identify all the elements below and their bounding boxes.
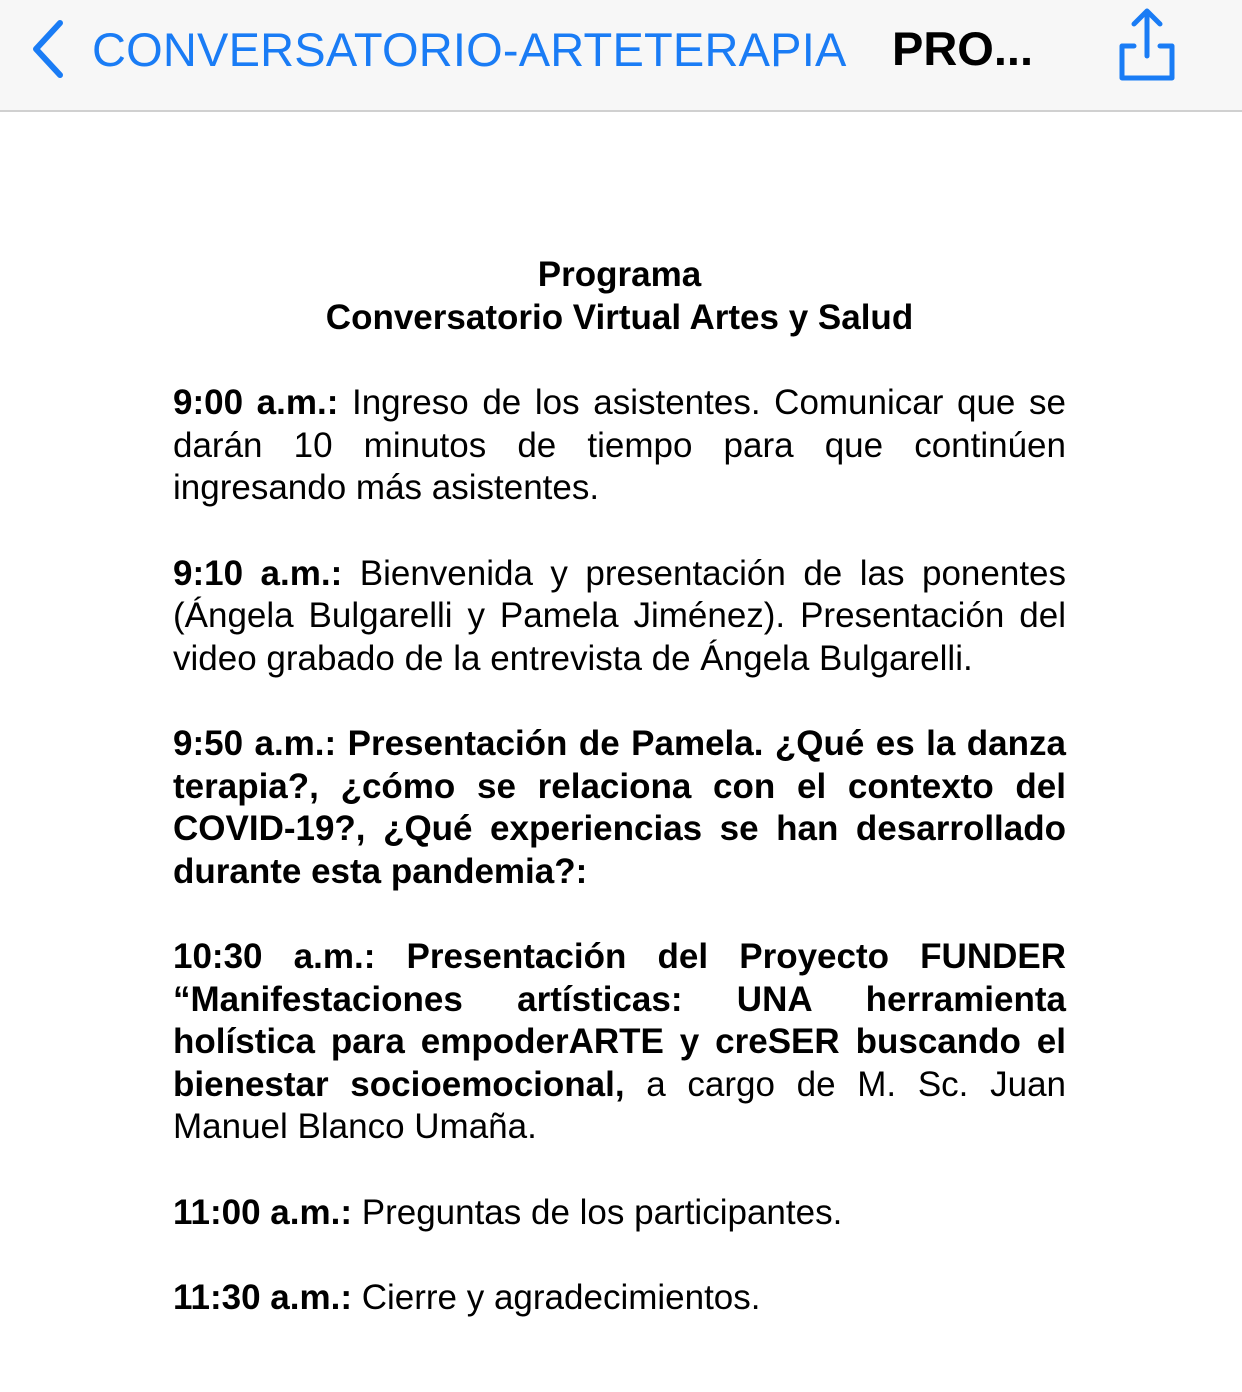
document-title-line-2: Conversatorio Virtual Artes y Salud <box>325 297 914 337</box>
schedule-entry <box>173 723 1066 893</box>
schedule-entry <box>173 553 1066 681</box>
entry-time: 9:50 a.m.: <box>173 724 337 763</box>
document-content <box>173 254 1066 1320</box>
entry-time: 11:00 a.m.: <box>173 1192 352 1232</box>
entry-text: Bienvenida y presentación de las ponentes (Ángela Bulgarelli y Pamela Jiménez). Presentación del video grabado de la entrevista de Ángela Bulgarelli. <box>173 553 1067 678</box>
entry-text: Preguntas de los participantes. <box>352 1192 843 1232</box>
navigation-bar <box>0 0 1242 112</box>
chevron-left-icon <box>30 19 66 79</box>
document-title <box>173 254 1066 339</box>
schedule-entry <box>173 1192 1066 1235</box>
entry-time: 9:10 a.m.: <box>173 553 343 593</box>
entry-time: 9:00 a.m.: <box>173 383 339 422</box>
entry-bold-text: Presentación del Proyecto FUNDER “Manifestaciones artísticas: UNA herramienta holística para empoderARTE y creSER buscando el bienestar socioemocional, <box>173 937 1066 1104</box>
entry-text: Cierre y agradecimientos. <box>352 1278 761 1317</box>
entry-time: 10:30 a.m.: <box>173 937 376 976</box>
entry-text: a cargo de M. Sc. Juan Manuel Blanco Umaña. <box>173 1064 1066 1146</box>
entry-time: 11:30 a.m.: <box>173 1278 352 1317</box>
schedule-entry <box>173 1277 1066 1320</box>
entry-bold-text: Presentación de Pamela. ¿Qué es la danza terapia?, ¿cómo se relaciona con el contexto del COVID-19?, ¿Qué experiencias se han desarrollado durante esta pandemia?: <box>173 724 1066 891</box>
document-title-line-1: Programa <box>537 255 702 294</box>
share-button[interactable] <box>1114 6 1180 84</box>
share-icon <box>1114 6 1180 84</box>
page-title: PRO... <box>892 22 1034 75</box>
schedule-entry <box>173 936 1066 1149</box>
back-button-label: CONVERSATORIO-ARTETERAPIA <box>92 22 847 76</box>
schedule-entry <box>173 382 1066 510</box>
entry-text: Ingreso de los asistentes. Comunicar que se darán 10 minutos de tiempo para que continúen ingresando más asistentes. <box>173 383 1066 507</box>
back-button[interactable] <box>30 14 847 84</box>
